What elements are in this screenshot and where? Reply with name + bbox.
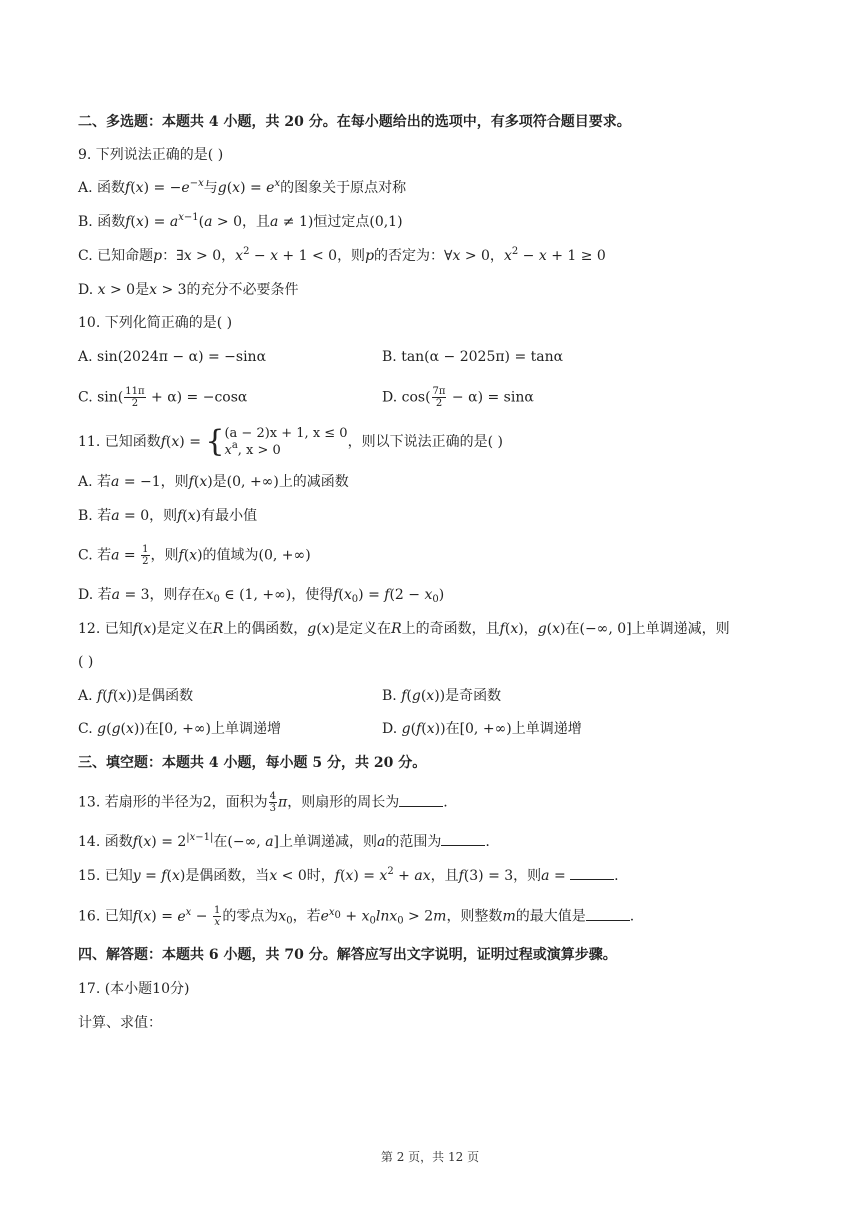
answer-blank xyxy=(399,794,443,807)
question-9-option-d: D. x > 0是x > 3的充分不必要条件 xyxy=(78,282,299,298)
question-16: 16. 已知$f(x) = e^x$ − $\frac{1}{x}$ 的零点为$x_0$，若$e^{x_0} + x_0\ln x_0 > 2m$，则整数m的最大值是 . xyxy=(78,905,635,928)
question-9-stem: 9. 下列说法正确的是( ) xyxy=(78,147,224,163)
question-12-option-d: D. g(f(x))在[0, +∞)上单调递增 xyxy=(382,721,582,737)
question-12-option-a: A. f(f(x))是偶函数 xyxy=(78,688,194,704)
question-14: 14. 函数$f(x) = 2^{|x-1|}$在(−∞, a]上单调递减，则a的范围为 . xyxy=(78,832,490,850)
question-12-option-b: B. f(g(x))是奇函数 xyxy=(382,688,502,704)
question-11-stem: 11. 已知函数f(x) = { (a − 2)x + 1, x ≤ 0 $x^a$, x > 0 ，则以下说法正确的是( ) xyxy=(78,424,503,459)
question-12-option-c: C. g(g(x))在[0, +∞)上单调递增 xyxy=(78,721,281,737)
question-17-title: 17. (本小题10分) xyxy=(78,981,190,997)
question-11-option-a: A. 若a = −1，则f(x)是(0, +∞)上的减函数 xyxy=(78,474,349,490)
question-10-option-b: B. tan(α − 2025π) = tanα xyxy=(382,349,564,365)
question-17-subtitle: 计算、求值： xyxy=(78,1015,162,1031)
question-12-paren: ( ) xyxy=(78,654,94,670)
answer-blank xyxy=(570,867,614,880)
page-footer: 第 2 页，共 12 页 xyxy=(380,1150,480,1164)
question-15: 15. 已知y = f(x)是偶函数，当x < 0时，$f(x) = x^2$ + ax，且f(3) = 3，则a = . xyxy=(78,866,619,884)
section-header-fill-in: 三、填空题：本题共 4 小题，每小题 5 分，共 20 分。 xyxy=(78,755,427,771)
question-12-stem: 12. 已知f(x)是定义在R上的偶函数，g(x)是定义在R上的奇函数，且f(x)，g(x)在(−∞, 0]上单调递减，则 xyxy=(78,621,730,637)
question-11-option-d: D. 若a = 3，则存在$x_0$ ∈ (1, +∞)，使得$f(x_0) = f(2 - x_0)$ xyxy=(78,587,445,605)
question-10-option-d: D. cos( $\frac{7\pi}{2}$ − α) = sinα xyxy=(382,386,534,409)
question-9-option-b: B. 函数$f(x) = a^{x-1}(a > 0$，且a ≠ 1)恒过定点(0,1) xyxy=(78,212,403,230)
question-10-option-a: A. sin(2024π − α) = −sinα xyxy=(78,349,267,365)
answer-blank xyxy=(586,908,630,921)
question-9-option-c: C. 已知命题p：∃x > 0，$x^2 - x + 1 < 0$，则p的否定为：∀x > 0，$x^2 - x + 1 \ge 0$ xyxy=(78,246,606,264)
question-13: 13. 若扇形的半径为2，面积为 $\frac{4}{3}$ π，则扇形的周长为 . xyxy=(78,791,448,814)
answer-blank xyxy=(441,833,485,846)
question-11-option-b: B. 若a = 0，则f(x)有最小值 xyxy=(78,508,258,524)
question-9-option-a: A. 函数$f(x) = -e^{-x}$与$g(x) = e^x$的图象关于原点对称 xyxy=(78,178,407,196)
section-header-solutions: 四、解答题：本题共 6 小题，共 70 分。解答应写出文字说明，证明过程或演算步骤。 xyxy=(78,947,617,963)
question-10-option-c: C. sin( $\frac{11\pi}{2}$ + α) = −cosα xyxy=(78,386,248,409)
question-10-stem: 10. 下列化简正确的是( ) xyxy=(78,315,233,331)
section-header-multiple-choice: 二、多选题：本题共 4 小题，共 20 分。在每小题给出的选项中，有多项符合题目要求。 xyxy=(78,114,631,130)
question-11-option-c: C. 若a = $\frac{1}{2}$ ，则f(x)的值域为(0, +∞) xyxy=(78,544,311,567)
